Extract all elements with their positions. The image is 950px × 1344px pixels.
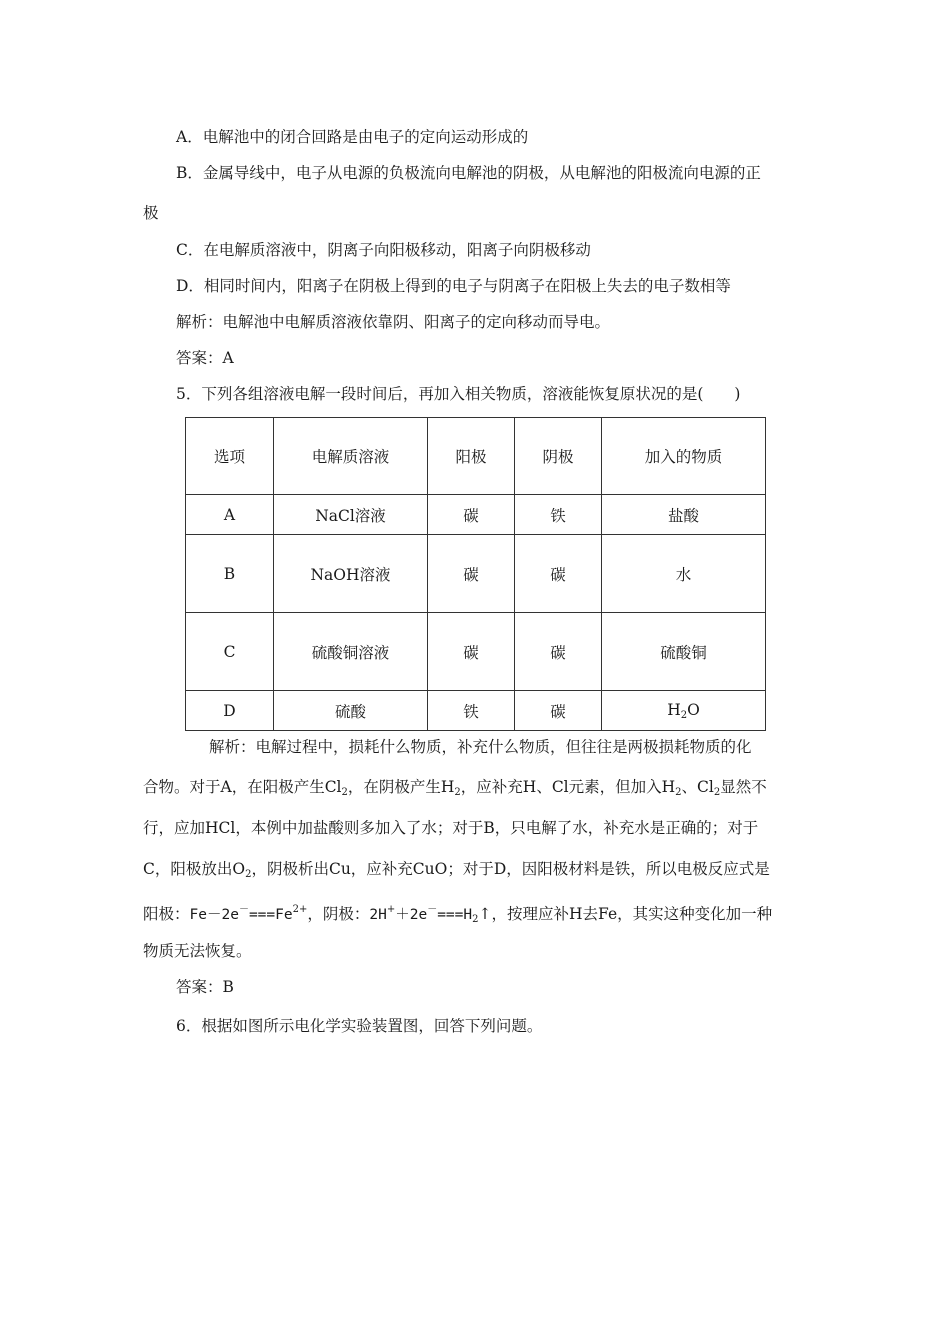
header-electrolyte: 电解质溶液 (274, 418, 428, 495)
cell-option: A (186, 495, 274, 535)
q5-analysis-line3: 行，应加HCl，本例中加盐酸则多加入了水；对于B，只电解了水，补充水是正确的；对于 (143, 819, 759, 837)
cell-anode: 碳 (428, 535, 515, 613)
cell-option: B (186, 535, 274, 613)
cell-added-formula: $H_2O$ (602, 691, 766, 731)
q4-answer: 答案：A (176, 349, 234, 367)
q4-analysis: 解析：电解池中电解质溶液依靠阴、阳离子的定向移动而导电。 (176, 313, 611, 331)
cell-anode: 碳 (428, 495, 515, 535)
cell-anode: 铁 (428, 691, 515, 731)
table-row (186, 535, 766, 613)
cell-option: C (186, 613, 274, 691)
header-added: 加入的物质 (602, 418, 766, 495)
table-row (186, 495, 766, 535)
cell-added: 硫酸铜 (602, 613, 766, 691)
cell-cathode: 铁 (515, 495, 602, 535)
q5-analysis-line5: 阳极：$Fe-2e^-===Fe^{2+}$，阴极：$2H^++2e^-===H_2↑$，按理应补H去Fe，其实这种变化加一种 (143, 904, 773, 925)
q4-option-b-line1: B．金属导线中，电子从电源的负极流向电解池的阴极，从电解池的阳极流向电源的正 (176, 164, 761, 182)
q4-option-a: A．电解池中的闭合回路是由电子的定向运动形成的 (176, 128, 529, 146)
cell-cathode: 碳 (515, 613, 602, 691)
cell-added: 盐酸 (602, 495, 766, 535)
cell-added: 水 (602, 535, 766, 613)
q5-stem: 5．下列各组溶液电解一段时间后，再加入相关物质，溶液能恢复原状况的是( ) (176, 385, 741, 403)
table-row (186, 613, 766, 691)
cell-electrolyte: NaOH溶液 (274, 535, 428, 613)
header-cathode: 阴极 (515, 418, 602, 495)
header-option: 选项 (186, 418, 274, 495)
q5-answer: 答案：B (176, 978, 234, 996)
q5-analysis-line1: 解析：电解过程中，损耗什么物质，补充什么物质，但往往是两极损耗物质的化 (209, 738, 752, 756)
cell-cathode: 碳 (515, 691, 602, 731)
q4-option-c: C．在电解质溶液中，阴离子向阳极移动，阳离子向阴极移动 (176, 241, 591, 259)
q4-option-d: D．相同时间内，阳离子在阴极上得到的电子与阴离子在阳极上失去的电子数相等 (176, 277, 731, 295)
table-row (186, 691, 766, 731)
q4-option-b-line2: 极 (143, 204, 159, 222)
q5-options-table (185, 417, 766, 731)
cell-option: D (186, 691, 274, 731)
cell-electrolyte: 硫酸铜溶液 (274, 613, 428, 691)
table-header-row (186, 418, 766, 495)
cell-electrolyte: 硫酸 (274, 691, 428, 731)
cell-cathode: 碳 (515, 535, 602, 613)
cell-anode: 碳 (428, 613, 515, 691)
cell-electrolyte: NaCl溶液 (274, 495, 428, 535)
q6-stem: 6．根据如图所示电化学实验装置图，回答下列问题。 (176, 1017, 543, 1035)
header-anode: 阳极 (428, 418, 515, 495)
q5-analysis-line2: 合物。对于A，在阳极产生$Cl_2$，在阴极产生$H_2$，应补充H、Cl元素，但加入$H_2$、$Cl_2$显然不 (143, 778, 767, 798)
q5-analysis-line4: C，阳极放出$O_2$，阴极析出Cu，应补充CuO；对于D，因阳极材料是铁，所以电极反应式是 (143, 860, 770, 880)
q5-analysis-line6: 物质无法恢复。 (143, 942, 252, 960)
